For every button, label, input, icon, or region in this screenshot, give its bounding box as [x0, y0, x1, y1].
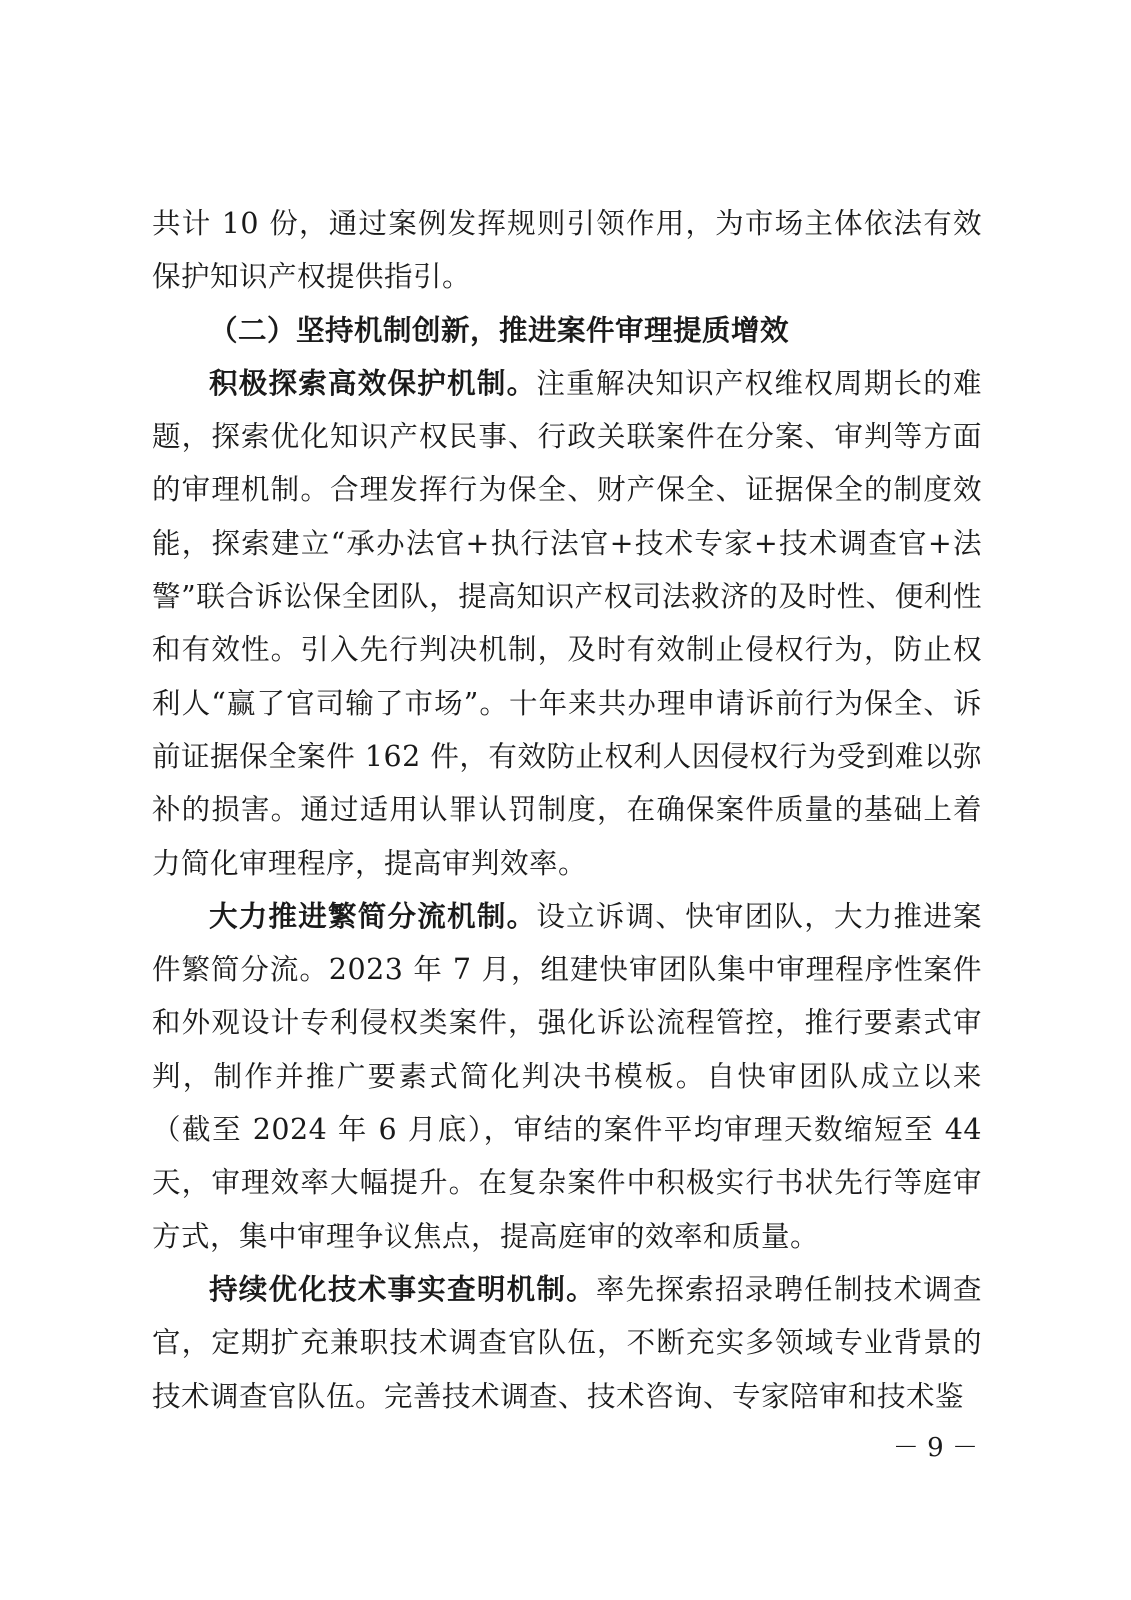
paragraph-case-diversion: [152, 890, 982, 1263]
paragraph-text: 注重解决知识产权维权周期长的难题，探索优化知识产权民事、行政关联案件在分案、审判等方面的审理机制。合理发挥行为保全、财产保全、证据保全的制度效能，探索建立“承办法官+执行法官+技术专家+技术调查官+法警”联合诉讼保全团队，提高知识产权司法救济的及时性、便利性和有效性。引入先行判决机制，及时有效制止侵权行为，防止权利人“赢了官司输了市场”。十年来共办理申请诉前行为保全、诉前证据保全案件 162 件，有效防止权利人因侵权行为受到难以弥补的损害。通过适用认罪认罚制度，在确保案件质量的基础上着力简化审理程序，提高审判效率。: [152, 366, 982, 880]
paragraph-technical-facts: [152, 1263, 982, 1423]
paragraph-efficient-protection: [152, 357, 982, 890]
section-heading: （二）坚持机制创新，推进案件审理提质增效: [209, 313, 790, 347]
paragraph-lead: 积极探索高效保护机制。: [209, 366, 537, 400]
paragraph-text: 率先探索招录聘任制技术调查官，定期扩充兼职技术调查官队伍，不断充实多领域专业背景的技术调查官队伍。完善技术调查、技术咨询、专家陪审和技术鉴: [152, 1272, 982, 1413]
paragraph-lead: 持续优化技术事实查明机制。: [209, 1272, 596, 1306]
paragraph-text: 设立诉调、快审团队，大力推进案件繁简分流。2023 年 7 月，组建快审团队集中审理程序性案件和外观设计专利侵权类案件，强化诉讼流程管控，推行要素式审判，制作并推广要素式简化判决书模板。自快审团队成立以来（截至 2024 年 6 月底），审结的案件平均审理天数缩短至 44 天，审理效率大幅提升。在复杂案件中积极实行书状先行等庭审方式，集中审理争议焦点，提高庭审的效率和质量。: [152, 899, 982, 1253]
page-number: － 9 －: [892, 1433, 978, 1463]
paragraph-continuation: 共计 10 份，通过案例发挥规则引领作用，为市场主体依法有效保护知识产权提供指引。: [152, 207, 982, 294]
paragraph-lead: 大力推进繁简分流机制。: [209, 899, 537, 933]
document-body: [152, 197, 982, 1423]
